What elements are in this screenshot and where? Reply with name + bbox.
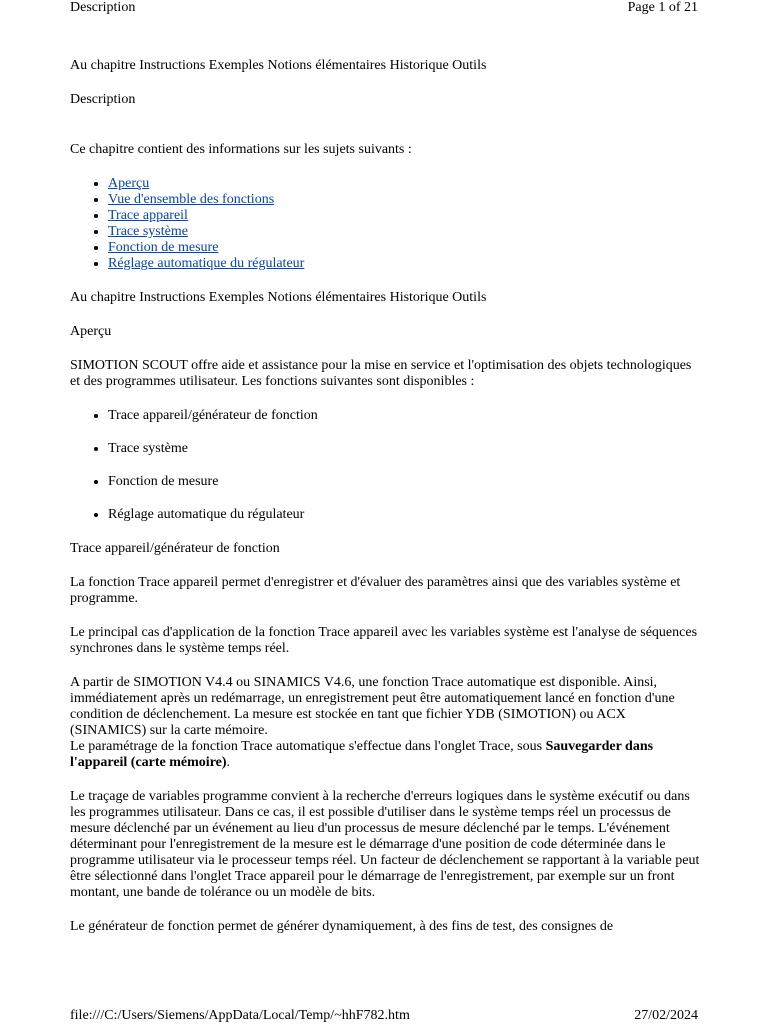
list-item: • Trace système (108, 441, 702, 457)
list-item: • Trace appareil/générateur de fonction (108, 408, 702, 424)
footer-date: 27/02/2024 (634, 1008, 698, 1023)
footer-file-path: file:///C:/Users/Siemens/AppData/Local/Temp/~hhF782.htm (70, 1008, 410, 1023)
list-item (108, 240, 702, 256)
section-title-apercu: Aperçu (70, 324, 112, 339)
apercu-intro: SIMOTION SCOUT offre aide et assistance pour la mise en service et l'optimisation des objets technologiques et des programmes utilisateur. Les fonctions suivantes sont disponibles : (70, 358, 692, 389)
topic-link-list (70, 176, 702, 272)
list-item (108, 256, 702, 272)
link-fonction-mesure[interactable]: Fonction de mesure (108, 240, 219, 255)
link-vue-ensemble[interactable]: Vue d'ensemble des fonctions (108, 192, 275, 207)
page-indicator: Page 1 of 21 (627, 0, 698, 15)
link-reglage-automatique[interactable]: Réglage automatique du régulateur (108, 256, 305, 271)
header-title: Description (70, 0, 136, 15)
list-item: • Fonction de mesure (108, 474, 702, 490)
link-trace-systeme[interactable]: Trace système (108, 224, 188, 239)
list-item (108, 176, 702, 192)
bold-text: Sauvegarder dans l'appareil (carte mémoire) (70, 739, 654, 770)
list-item: • Réglage automatique du régulateur (108, 507, 702, 523)
section-title-trace-appareil: Trace appareil/générateur de fonction (70, 541, 280, 556)
paragraph (70, 739, 702, 771)
chapter-nav-line: Au chapitre Instructions Exemples Notions élémentaires Historique Outils (70, 58, 487, 73)
text-span: . (226, 755, 231, 770)
feature-list (70, 408, 702, 523)
document-body (70, 58, 702, 935)
chapter-nav-line: Au chapitre Instructions Exemples Notions élémentaires Historique Outils (70, 290, 487, 305)
list-item (108, 224, 702, 240)
list-item (108, 208, 702, 224)
link-apercu[interactable]: Aperçu (108, 176, 150, 191)
paragraph: La fonction Trace appareil permet d'enregistrer et d'évaluer des paramètres ainsi que des variables système et programme. (70, 575, 681, 606)
list-item (108, 192, 702, 208)
section-intro: Ce chapitre contient des informations sur les sujets suivants : (70, 142, 412, 157)
paragraph: Le générateur de fonction permet de générer dynamiquement, à des fins de test, des consignes de (70, 919, 614, 934)
paragraph: A partir de SIMOTION V4.4 ou SINAMICS V4.6, une fonction Trace automatique est disponible. Ainsi, immédiatement après un redémarrage, un enregistrement peut être automatiquement lancé en fonction d'une condition de déclenchement. La mesure est stockée en tant que fichier YDB (SIMOTION) ou ACX (SINAMICS) sur la carte mémoire. (70, 675, 675, 738)
section-title-description: Description (70, 92, 136, 107)
link-trace-appareil[interactable]: Trace appareil (108, 208, 188, 223)
text-span: Le paramétrage de la fonction Trace automatique s'effectue dans l'onglet Trace, sous (70, 739, 546, 754)
paragraph: Le principal cas d'application de la fonction Trace appareil avec les variables système est l'analyse de séquences synchrones dans le système temps réel. (70, 625, 698, 656)
paragraph: Le traçage de variables programme convient à la recherche d'erreurs logiques dans le système exécutif ou dans les programmes utilisateur. Dans ce cas, il est possible d'utiliser dans le système temps réel un processus de mesure déclenché par un événement au lieu d'un processus de mesure déclenché par le temps. L'événement déterminant pour l'enregistrement de la mesure est le démarrage d'une position de code déterminée dans le programme utilisateur via le processeur temps réel. Un facteur de déclenchement se rapportant à la variable peut être sélectionné dans l'onglet Trace appareil pour le démarrage de l'enregistrement, par exemple sur un front montant, une bande de tolérance ou un modèle de bits. (70, 789, 700, 900)
